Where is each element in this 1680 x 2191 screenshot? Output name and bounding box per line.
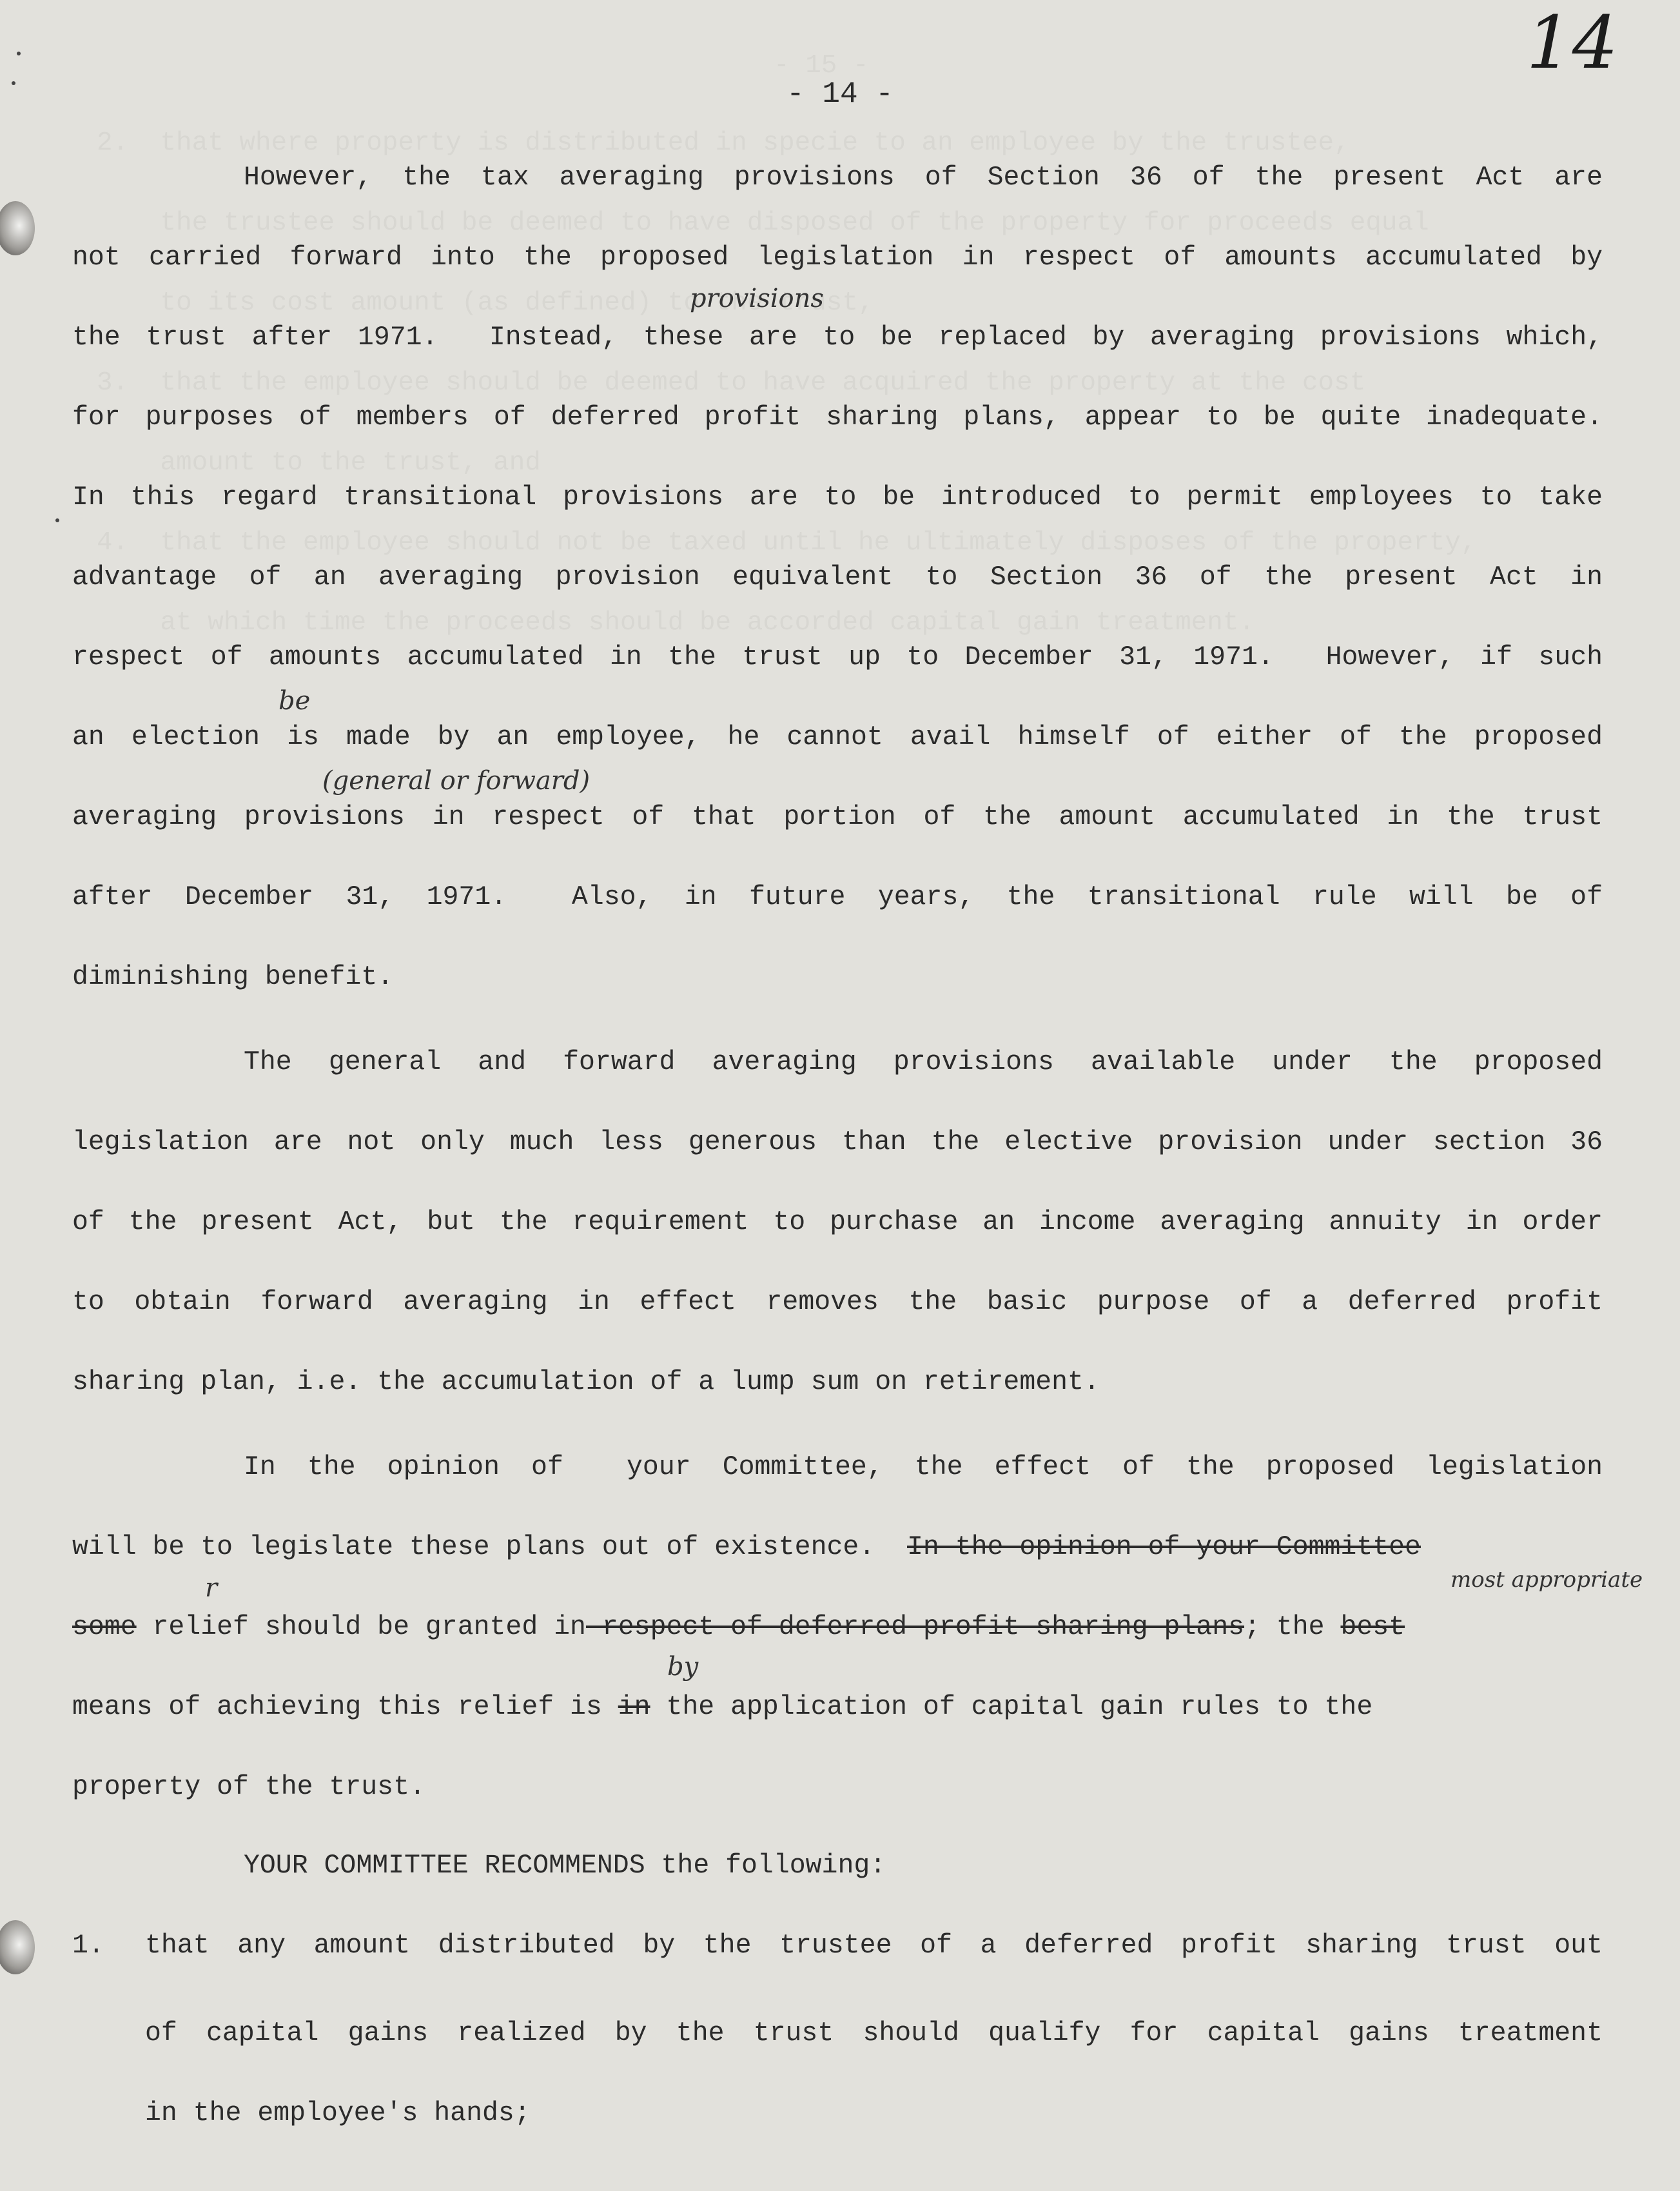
list-number: 1. <box>72 1931 104 1961</box>
struck-text: respect of deferred profit sharing plans <box>585 1612 1245 1642</box>
handwritten-insertion: most appropriate <box>1450 1567 1643 1593</box>
speck <box>55 518 59 522</box>
text-line: However, the tax averaging provisions of Section 36 of the present Act are <box>244 162 1603 193</box>
struck-text: in <box>618 1692 650 1722</box>
text-line: In this regard transitional provisions are to be introduced to permit employees to take <box>72 482 1603 513</box>
speck <box>17 52 21 55</box>
text-line: legislation are not only much less generous than the elective provision under section 36 <box>72 1127 1603 1157</box>
text-line: sharing plan, i.e. the accumulation of a lump sum on retirement. <box>72 1367 1100 1397</box>
section-heading: YOUR COMMITTEE RECOMMENDS the following: <box>244 1851 886 1881</box>
text-line: advantage of an averaging provision equivalent to Section 36 of the present Act in <box>72 562 1603 593</box>
struck-text: In the opinion of your Committee <box>907 1532 1421 1562</box>
handwritten-insertion: provisions <box>690 284 824 313</box>
text-line: The general and forward averaging provisions available under the proposed <box>244 1047 1603 1077</box>
handwritten-insertion: be <box>278 686 311 716</box>
text-line: not carried forward into the proposed legislation in respect of amounts accumulated by <box>72 242 1603 273</box>
text-line: averaging provisions in respect of that portion of the amount accumulated in the trust <box>72 802 1603 832</box>
text-line: of the present Act, but the requirement to purchase an income averaging annuity in order <box>72 1207 1603 1237</box>
text-line: after December 31, 1971. Also, in future years, the transitional rule will be of <box>72 882 1603 912</box>
text-line: means of achieving this relief is in the application of capital gain rules to the <box>72 1692 1373 1722</box>
handwritten-insertion: r <box>205 1573 218 1603</box>
text-line: respect of amounts accumulated in the trust up to December 31, 1971. However, if such <box>72 642 1603 673</box>
list-item-line: of capital gains realized by the trust should qualify for capital gains treatment <box>145 2018 1603 2049</box>
list-item-line: that any amount distributed by the trustee of a deferred profit sharing trust out <box>145 1931 1603 1961</box>
handwritten-page-number: 14 <box>1526 1 1618 85</box>
text-line: diminishing benefit. <box>72 962 394 992</box>
punch-hole <box>0 1920 35 1974</box>
text-line: for purposes of members of deferred profit sharing plans, appear to be quite inadequate. <box>72 402 1603 433</box>
punch-hole <box>0 201 35 255</box>
handwritten-insertion: (general or forward) <box>322 766 591 796</box>
struck-text: best <box>1340 1612 1405 1642</box>
text-line: to obtain forward averaging in effect removes the basic purpose of a deferred profit <box>72 1287 1603 1317</box>
text-line: property of the trust. <box>72 1772 425 1802</box>
text-line: some relief should be granted in respect of deferred profit sharing plans; the best <box>72 1612 1405 1642</box>
text-line: In the opinion of your Committee, the effect of the proposed legislation <box>244 1452 1603 1482</box>
handwritten-insertion: by <box>667 1652 699 1682</box>
page-number: - 14 - <box>786 77 894 111</box>
text-line: will be to legislate these plans out of existence. In the opinion of your Committee <box>72 1532 1421 1562</box>
list-item-line: in the employee's hands; <box>145 2098 531 2128</box>
text-line: an election is made by an employee, he cannot avail himself of either of the proposed <box>72 722 1603 752</box>
text-line: the trust after 1971. Instead, these are to be replaced by averaging provisions which, <box>72 322 1603 353</box>
struck-text: some <box>72 1612 137 1642</box>
